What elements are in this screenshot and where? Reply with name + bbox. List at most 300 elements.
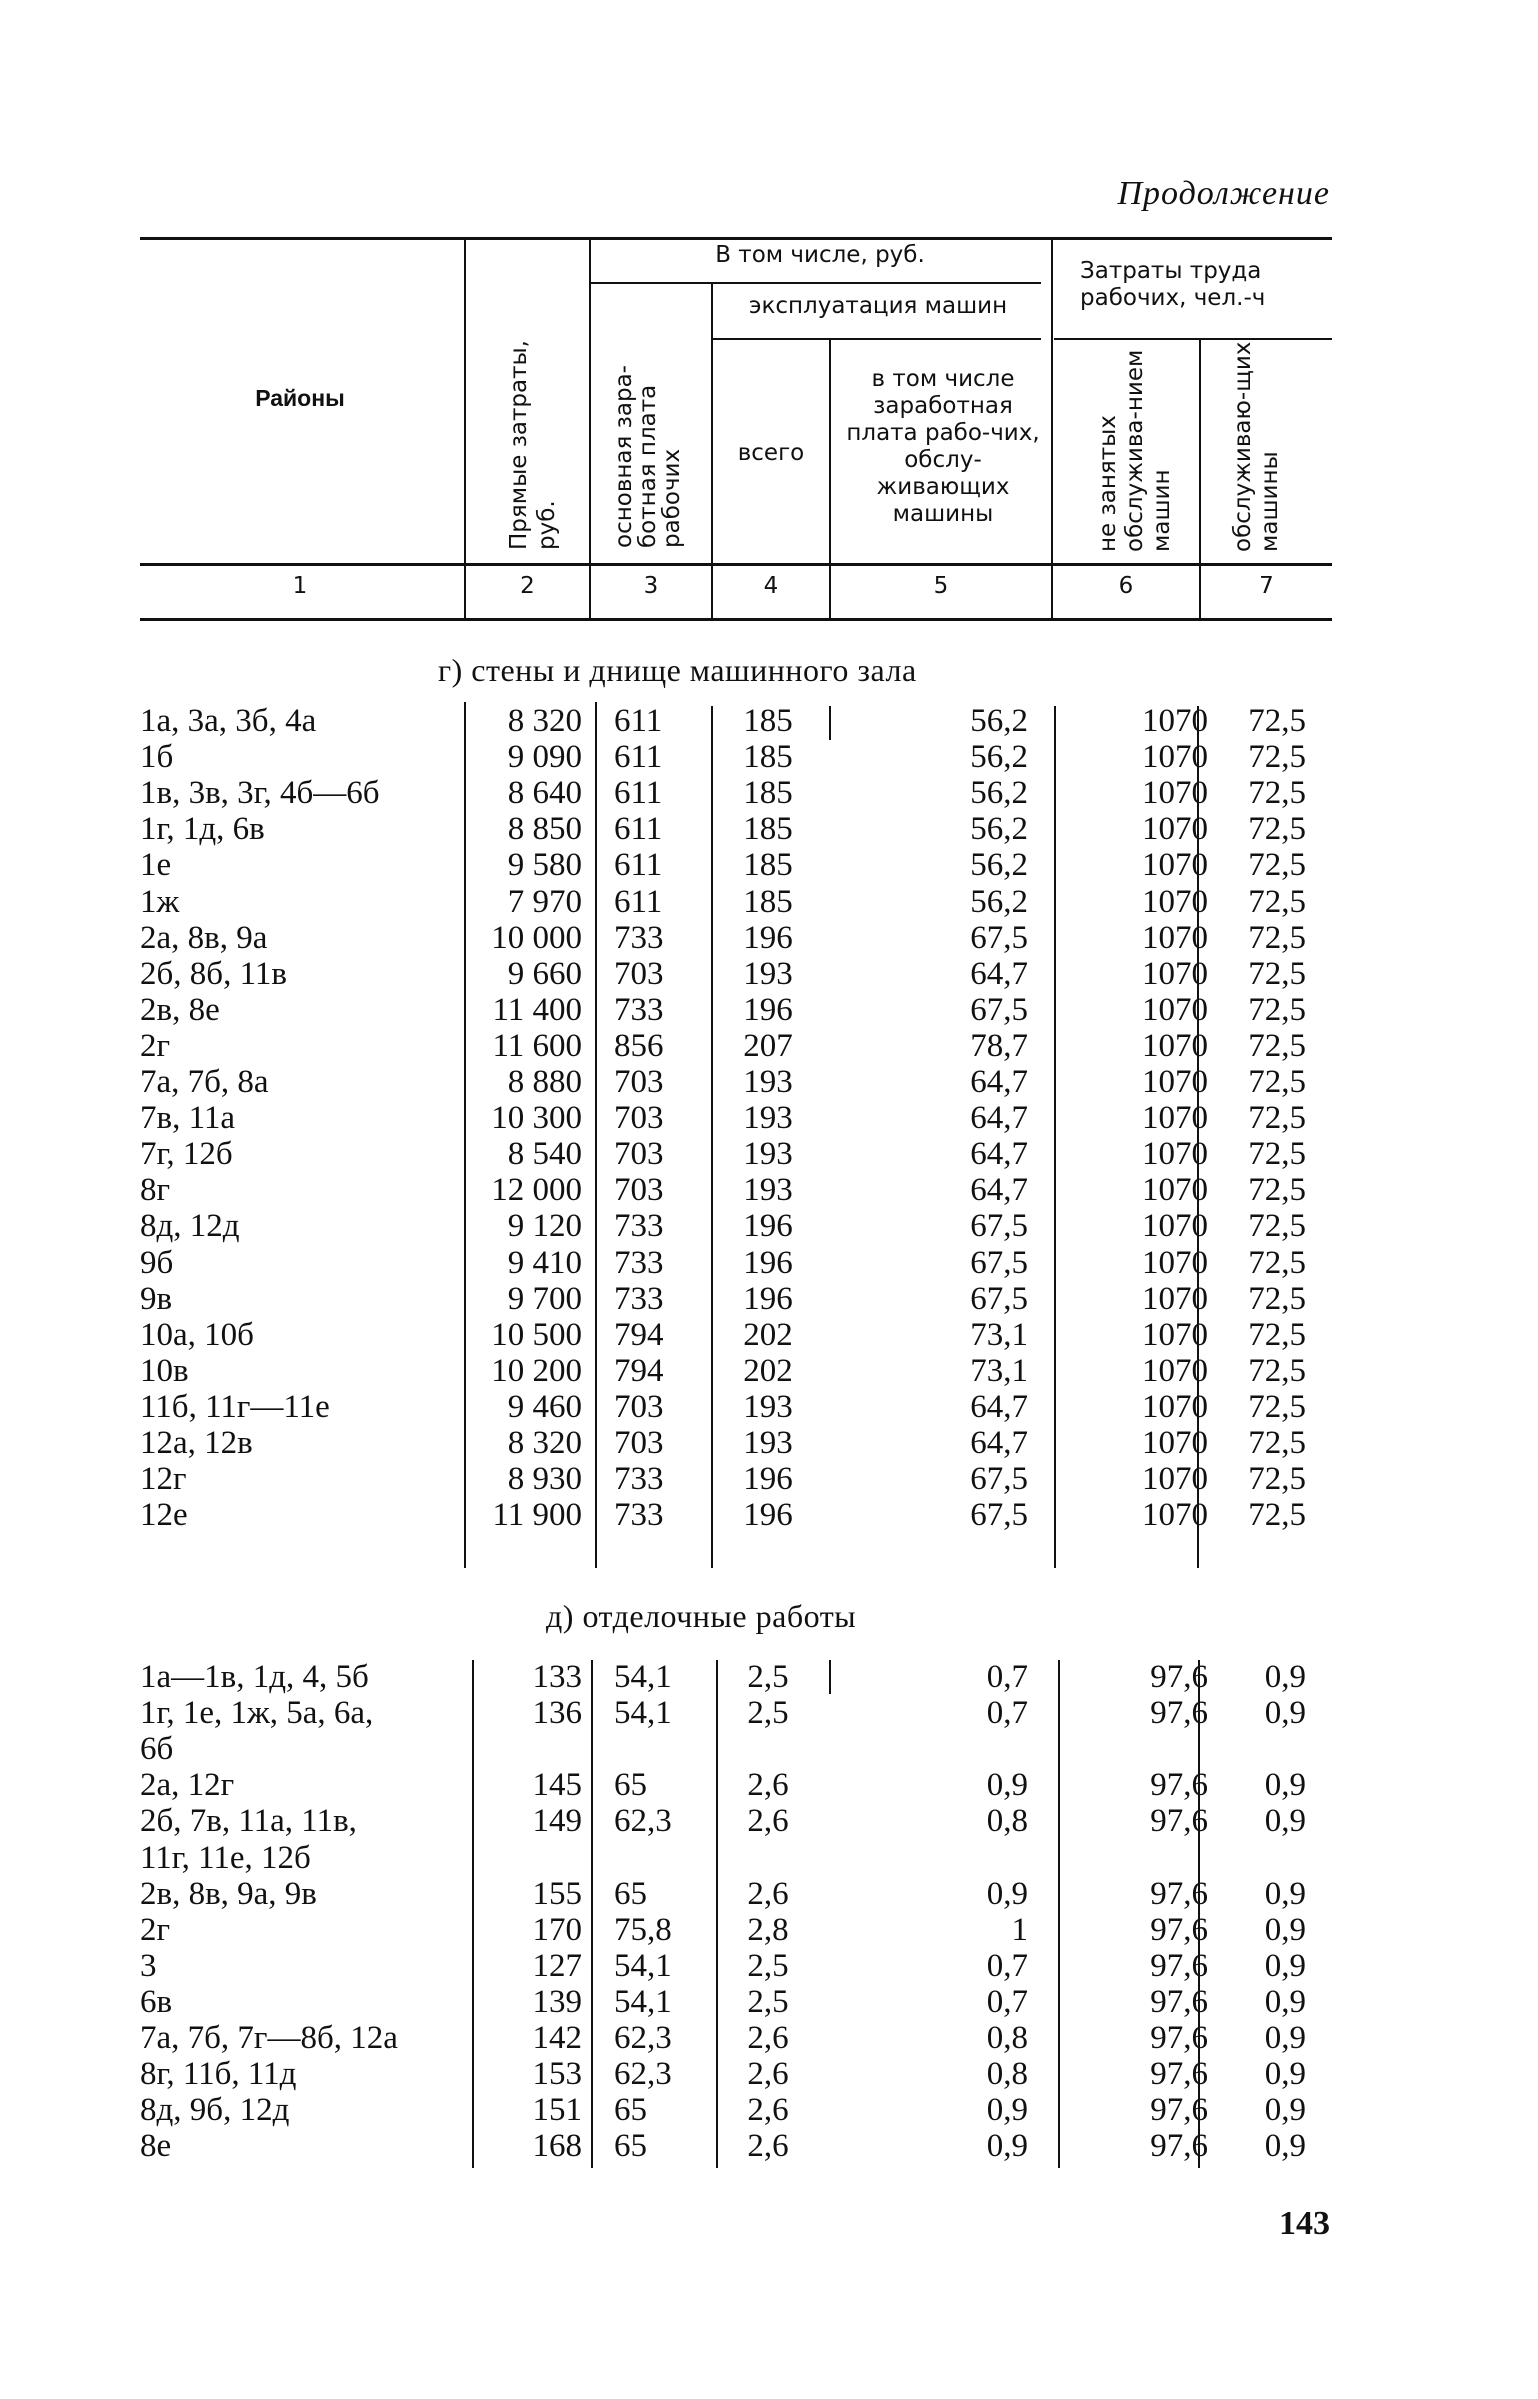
base-wage-cell: 611: [614, 739, 663, 776]
labor-not-machine-cell: 1070: [1142, 775, 1208, 812]
base-wage-cell: 54,1: [614, 1695, 672, 1732]
header-bottom-rule: [140, 563, 1332, 566]
section-g-table-row: [0, 1389, 1538, 1425]
section-d-table-row: [0, 1876, 1538, 1912]
labor-machine-cell: 0,9: [1264, 1983, 1306, 2020]
header-divider-3: [711, 284, 713, 618]
labor-machine-cell: 0,9: [1264, 2128, 1306, 2165]
base-wage-cell: 703: [614, 1136, 664, 1173]
base-wage-cell: 794: [614, 1316, 664, 1353]
region-cell: 11г, 11е, 12б: [140, 1839, 311, 1876]
machine-total-cell: 193: [743, 1064, 793, 1100]
labor-machine-cell: 72,5: [1248, 739, 1306, 776]
machine-total-cell: 185: [743, 847, 793, 884]
section-d-table-row: [0, 1984, 1538, 2020]
labor-not-machine-cell: 97,6: [1150, 2128, 1208, 2165]
labor-machine-cell: 72,5: [1248, 1388, 1306, 1425]
machine-wage-cell: 67,5: [970, 1208, 1028, 1245]
base-wage-cell: 75,8: [614, 1911, 672, 1948]
base-wage-cell: 65: [614, 1875, 647, 1912]
labor-not-machine-cell: 1070: [1142, 883, 1208, 920]
machine-wage-cell: 67,5: [970, 919, 1028, 956]
base-wage-cell: 733: [614, 991, 664, 1028]
base-wage-cell: 703: [614, 1064, 664, 1100]
base-wage-cell: 62,3: [614, 2020, 672, 2056]
base-wage-cell: 703: [614, 1388, 664, 1425]
header-regions: Районы: [255, 385, 345, 411]
labor-not-machine-cell: 1070: [1142, 703, 1208, 739]
direct-costs-cell: 8 320: [507, 1425, 582, 1461]
column-number-1: 1: [292, 573, 308, 599]
labor-not-machine-cell: 97,6: [1150, 1767, 1208, 1804]
machine-total-cell: 196: [743, 1461, 793, 1498]
region-cell: 10в: [140, 1352, 189, 1389]
region-cell: 2в, 8е: [140, 991, 220, 1028]
machine-wage-cell: 56,2: [970, 883, 1028, 920]
labor-machine-cell: 72,5: [1248, 1208, 1306, 1245]
region-cell: 7а, 7б, 7г—8б, 12а: [140, 2020, 398, 2056]
base-wage-cell: 611: [614, 703, 663, 739]
region-cell: 1а—1в, 1д, 4, 5б: [140, 1659, 369, 1695]
direct-costs-cell: 151: [532, 2092, 582, 2129]
group-incl-rule: [589, 282, 1041, 284]
machine-total-cell: 193: [743, 1388, 793, 1425]
labor-machine-cell: 0,9: [1264, 1803, 1306, 1840]
labor-machine-cell: 0,9: [1264, 1947, 1306, 1984]
base-wage-cell: 733: [614, 1244, 664, 1281]
labor-not-machine-cell: 1070: [1142, 1497, 1208, 1534]
machine-wage-cell: 0,9: [986, 2128, 1028, 2165]
base-wage-cell: 611: [614, 883, 663, 920]
section-g-table-row: [0, 1172, 1538, 1208]
labor-machine-cell: 72,5: [1248, 1027, 1306, 1064]
section-g-table-row: [0, 920, 1538, 956]
machine-total-cell: 193: [743, 1172, 793, 1209]
section-g-table-row: [0, 1281, 1538, 1317]
machine-wage-cell: 67,5: [970, 1497, 1028, 1534]
region-cell: 12г: [140, 1461, 187, 1498]
machine-total-cell: 2,5: [747, 1947, 789, 1984]
group-machine-rule: [711, 338, 1041, 340]
base-wage-cell: 54,1: [614, 1659, 672, 1695]
machine-wage-cell: 56,2: [970, 703, 1028, 739]
direct-costs-cell: 8 850: [507, 811, 582, 848]
labor-machine-cell: 72,5: [1248, 883, 1306, 920]
labor-machine-cell: 0,9: [1264, 1875, 1306, 1912]
machine-wage-cell: 1: [1011, 1911, 1028, 1948]
labor-not-machine-cell: 1070: [1142, 1027, 1208, 1064]
labor-machine-cell: 72,5: [1248, 1352, 1306, 1389]
machine-wage-cell: 56,2: [970, 739, 1028, 776]
direct-costs-cell: 8 540: [507, 1136, 582, 1173]
base-wage-cell: 703: [614, 1100, 664, 1137]
region-cell: 8д, 9б, 12д: [140, 2092, 290, 2129]
machine-wage-cell: 0,8: [986, 2020, 1028, 2056]
region-cell: 3: [140, 1947, 157, 1984]
section-d-table-row: [0, 1659, 1538, 1695]
labor-not-machine-cell: 1070: [1142, 811, 1208, 848]
machine-total-cell: 2,6: [747, 1803, 789, 1840]
region-cell: 12а, 12в: [140, 1425, 253, 1461]
direct-costs-cell: 142: [532, 2020, 582, 2056]
machine-total-cell: 2,5: [747, 1983, 789, 2020]
section-g-table-row: [0, 1425, 1538, 1461]
machine-wage-cell: 0,7: [986, 1695, 1028, 1732]
labor-machine-cell: 72,5: [1248, 1172, 1306, 1209]
direct-costs-cell: 8 880: [507, 1064, 582, 1100]
machine-total-cell: 185: [743, 739, 793, 776]
region-cell: 1г, 1д, 6в: [140, 811, 265, 848]
labor-not-machine-cell: 1070: [1142, 1136, 1208, 1173]
region-cell: 2б, 8б, 11в: [140, 955, 287, 992]
machine-total-cell: 193: [743, 1425, 793, 1461]
direct-costs-cell: 10 300: [491, 1100, 582, 1137]
machine-total-cell: 193: [743, 1136, 793, 1173]
section-g-table-row: [0, 1497, 1538, 1533]
base-wage-cell: 733: [614, 919, 664, 956]
machine-total-cell: 196: [743, 919, 793, 956]
labor-machine-cell: 72,5: [1248, 1316, 1306, 1353]
base-wage-cell: 65: [614, 1767, 647, 1804]
labor-not-machine-cell: 1070: [1142, 1280, 1208, 1317]
section-g-table-row: [0, 1028, 1538, 1064]
region-cell: 9в: [140, 1280, 173, 1317]
labor-machine-cell: 72,5: [1248, 1425, 1306, 1461]
direct-costs-cell: 170: [532, 1911, 582, 1948]
base-wage-cell: 794: [614, 1352, 664, 1389]
region-cell: 8г, 11б, 11д: [140, 2056, 297, 2093]
machine-wage-cell: 0,8: [986, 1803, 1028, 1840]
section-d-table-row: [0, 2092, 1538, 2128]
direct-costs-cell: 153: [532, 2056, 582, 2093]
header-divider-5: [1051, 237, 1053, 618]
base-wage-cell: 611: [614, 775, 663, 812]
section-g-table-row: [0, 1100, 1538, 1136]
section-d-table-row: [0, 1731, 1538, 1767]
labor-machine-cell: 0,9: [1264, 1695, 1306, 1732]
header-divider-2: [589, 237, 591, 618]
direct-costs-cell: 9 700: [507, 1280, 582, 1317]
section-d-title: д) отделочные работы: [546, 1598, 857, 1634]
region-cell: 7г, 12б: [140, 1136, 233, 1173]
section-g-table-row: [0, 1317, 1538, 1353]
header-machine-wage: в том числе заработная плата рабо-чих, обслу-живающих машины: [846, 366, 1040, 527]
labor-not-machine-cell: 97,6: [1150, 1875, 1208, 1912]
labor-not-machine-cell: 1070: [1142, 1388, 1208, 1425]
machine-total-cell: 196: [743, 1244, 793, 1281]
machine-total-cell: 193: [743, 1100, 793, 1137]
labor-machine-cell: 0,9: [1264, 1767, 1306, 1804]
labor-not-machine-cell: 97,6: [1150, 1659, 1208, 1695]
labor-not-machine-cell: 97,6: [1150, 1695, 1208, 1732]
machine-total-cell: 202: [743, 1352, 793, 1389]
direct-costs-cell: 10 000: [491, 919, 582, 956]
machine-wage-cell: 64,7: [970, 955, 1028, 992]
labor-machine-cell: 72,5: [1248, 775, 1306, 812]
labor-not-machine-cell: 1070: [1142, 1244, 1208, 1281]
direct-costs-cell: 155: [532, 1875, 582, 1912]
direct-costs-cell: 9 120: [507, 1208, 582, 1245]
labor-not-machine-cell: 1070: [1142, 1100, 1208, 1137]
base-wage-cell: 733: [614, 1208, 664, 1245]
table-top-rule: [140, 237, 1332, 240]
region-cell: 7в, 11а: [140, 1100, 236, 1137]
column-number-5: 5: [933, 573, 949, 599]
section-d-table-row: [0, 1767, 1538, 1803]
machine-total-cell: 2,5: [747, 1695, 789, 1732]
machine-total-cell: 2,6: [747, 2092, 789, 2129]
section-g-table-row: [0, 1461, 1538, 1497]
direct-costs-cell: 9 580: [507, 847, 582, 884]
section-d-table-row: [0, 1695, 1538, 1731]
machine-wage-cell: 56,2: [970, 775, 1028, 812]
labor-not-machine-cell: 1070: [1142, 1352, 1208, 1389]
region-cell: 2а, 8в, 9а: [140, 919, 268, 956]
continuation-label: Продолжение: [1117, 175, 1330, 212]
labor-not-machine-cell: 1070: [1142, 1208, 1208, 1245]
labor-not-machine-cell: 97,6: [1150, 2020, 1208, 2056]
region-cell: 2б, 7в, 11а, 11в,: [140, 1803, 357, 1840]
labor-not-machine-cell: 1070: [1142, 739, 1208, 776]
region-cell: 2а, 12г: [140, 1767, 235, 1804]
region-cell: 1ж: [140, 883, 180, 920]
direct-costs-cell: 10 500: [491, 1316, 582, 1353]
labor-not-machine-cell: 1070: [1142, 1461, 1208, 1498]
labor-machine-cell: 0,9: [1264, 2092, 1306, 2129]
section-g-table-row: [0, 1353, 1538, 1389]
machine-wage-cell: 0,7: [986, 1947, 1028, 1984]
machine-wage-cell: 64,7: [970, 1100, 1028, 1137]
section-g-table-row: [0, 992, 1538, 1028]
labor-machine-cell: 72,5: [1248, 991, 1306, 1028]
direct-costs-cell: 9 090: [507, 739, 582, 776]
header-direct-costs: Прямые затраты, руб.: [506, 340, 560, 550]
base-wage-cell: 733: [614, 1497, 664, 1534]
base-wage-cell: 703: [614, 1425, 664, 1461]
direct-costs-cell: 9 410: [507, 1244, 582, 1281]
section-d-table-row: [0, 1803, 1538, 1839]
machine-total-cell: 2,6: [747, 2020, 789, 2056]
labor-not-machine-cell: 1070: [1142, 1316, 1208, 1353]
direct-costs-cell: 145: [532, 1767, 582, 1804]
header-machine-servicing: обслуживаю-щих машины: [1230, 341, 1283, 552]
labor-machine-cell: 72,5: [1248, 1244, 1306, 1281]
direct-costs-cell: 9 660: [507, 955, 582, 992]
base-wage-cell: 65: [614, 2128, 647, 2165]
header-base-wage: основная зара-ботная плата рабочих: [611, 365, 685, 548]
machine-wage-cell: 64,7: [970, 1136, 1028, 1173]
labor-not-machine-cell: 97,6: [1150, 2056, 1208, 2093]
labor-machine-cell: 72,5: [1248, 1064, 1306, 1100]
machine-wage-cell: 64,7: [970, 1388, 1028, 1425]
section-g-table-row: [0, 884, 1538, 920]
region-cell: 1е: [140, 847, 172, 884]
machine-wage-cell: 0,7: [986, 1659, 1028, 1695]
machine-total-cell: 185: [743, 775, 793, 812]
section-g-title: г) стены и днище машинного зала: [438, 652, 917, 688]
base-wage-cell: 703: [614, 1172, 664, 1209]
direct-costs-cell: 7 970: [507, 883, 582, 920]
machine-total-cell: 207: [743, 1027, 793, 1064]
region-cell: 7а, 7б, 8а: [140, 1064, 269, 1100]
labor-not-machine-cell: 97,6: [1150, 1983, 1208, 2020]
labor-machine-cell: 72,5: [1248, 919, 1306, 956]
base-wage-cell: 611: [614, 811, 663, 848]
labor-not-machine-cell: 1070: [1142, 847, 1208, 884]
machine-total-cell: 193: [743, 955, 793, 992]
section-d-table-row: [0, 2056, 1538, 2092]
section-g-table-row: [0, 1136, 1538, 1172]
base-wage-cell: 62,3: [614, 2056, 672, 2093]
section-g-table-row: [0, 703, 1538, 739]
machine-total-cell: 196: [743, 1497, 793, 1534]
base-wage-cell: 703: [614, 955, 664, 992]
machine-total-cell: 2,8: [747, 1911, 789, 1948]
direct-costs-cell: 11 600: [492, 1027, 582, 1064]
machine-wage-cell: 0,9: [986, 1875, 1028, 1912]
section-g-table-row: [0, 739, 1538, 775]
machine-wage-cell: 67,5: [970, 1461, 1028, 1498]
direct-costs-cell: 8 930: [507, 1461, 582, 1498]
direct-costs-cell: 10 200: [491, 1352, 582, 1389]
direct-costs-cell: 127: [532, 1947, 582, 1984]
direct-costs-cell: 149: [532, 1803, 582, 1840]
labor-not-machine-cell: 1070: [1142, 1172, 1208, 1209]
region-cell: 1г, 1е, 1ж, 5а, 6а,: [140, 1695, 374, 1732]
region-cell: 6в: [140, 1983, 173, 2020]
column-number-7: 7: [1259, 573, 1274, 599]
labor-machine-cell: 72,5: [1248, 955, 1306, 992]
header-machine-total: всего: [737, 440, 805, 466]
labor-not-machine-cell: 1070: [1142, 919, 1208, 956]
machine-total-cell: 196: [743, 1208, 793, 1245]
labor-machine-cell: 72,5: [1248, 1100, 1306, 1137]
section-d-table-row: [0, 2020, 1538, 2056]
base-wage-cell: 611: [614, 847, 663, 884]
labor-machine-cell: 0,9: [1264, 2020, 1306, 2056]
labor-not-machine-cell: 97,6: [1150, 1911, 1208, 1948]
machine-wage-cell: 0,7: [986, 1983, 1028, 2020]
direct-costs-cell: 8 320: [507, 703, 582, 739]
region-cell: 9б: [140, 1244, 174, 1281]
labor-not-machine-cell: 1070: [1142, 1064, 1208, 1100]
section-g-table-row: [0, 1064, 1538, 1100]
machine-wage-cell: 0,9: [986, 2092, 1028, 2129]
region-cell: 2в, 8в, 9а, 9в: [140, 1875, 317, 1912]
machine-wage-cell: 56,2: [970, 811, 1028, 848]
machine-wage-cell: 67,5: [970, 991, 1028, 1028]
labor-machine-cell: 72,5: [1248, 811, 1306, 848]
base-wage-cell: 733: [614, 1280, 664, 1317]
section-g-table-row: [0, 956, 1538, 992]
machine-total-cell: 185: [743, 883, 793, 920]
section-d-table-row: [0, 1840, 1538, 1876]
region-cell: 10а, 10б: [140, 1316, 254, 1353]
column-number-4: 4: [763, 573, 779, 599]
column-number-6: 6: [1118, 573, 1134, 599]
machine-total-cell: 2,6: [747, 1767, 789, 1804]
machine-total-cell: 2,6: [747, 2128, 789, 2165]
labor-machine-cell: 0,9: [1264, 1659, 1306, 1695]
machine-total-cell: 2,6: [747, 2056, 789, 2093]
direct-costs-cell: 136: [532, 1695, 582, 1732]
direct-costs-cell: 168: [532, 2128, 582, 2165]
machine-wage-cell: 64,7: [970, 1425, 1028, 1461]
column-number-3: 3: [643, 573, 659, 599]
labor-not-machine-cell: 97,6: [1150, 1947, 1208, 1984]
machine-wage-cell: 0,8: [986, 2056, 1028, 2093]
machine-wage-cell: 67,5: [970, 1280, 1028, 1317]
labor-machine-cell: 72,5: [1248, 703, 1306, 739]
direct-costs-cell: 139: [532, 1983, 582, 2020]
header-not-machine: не занятых обслужива-нием машин: [1095, 349, 1175, 552]
machine-wage-cell: 67,5: [970, 1244, 1028, 1281]
region-cell: 12е: [140, 1497, 188, 1534]
region-cell: 8д, 12д: [140, 1208, 240, 1245]
header-group-incl: В том числе, руб.: [715, 242, 925, 268]
column-number-2: 2: [520, 573, 535, 599]
labor-machine-cell: 72,5: [1248, 1461, 1306, 1498]
direct-costs-cell: 9 460: [507, 1388, 582, 1425]
direct-costs-cell: 11 900: [492, 1497, 582, 1534]
labor-not-machine-cell: 1070: [1142, 1425, 1208, 1461]
column-numbers-bottom-rule: [140, 618, 1332, 621]
labor-machine-cell: 72,5: [1248, 1136, 1306, 1173]
section-g-table-row: [0, 811, 1538, 847]
labor-machine-cell: 72,5: [1248, 1497, 1306, 1534]
region-cell: 1б: [140, 739, 174, 776]
region-cell: 2г: [140, 1911, 171, 1948]
base-wage-cell: 54,1: [614, 1947, 672, 1984]
machine-wage-cell: 78,7: [970, 1027, 1028, 1064]
page-number: 143: [1279, 2205, 1330, 2242]
machine-total-cell: 196: [743, 1280, 793, 1317]
base-wage-cell: 65: [614, 2092, 647, 2129]
machine-wage-cell: 56,2: [970, 847, 1028, 884]
region-cell: 6б: [140, 1731, 174, 1768]
direct-costs-cell: 12 000: [491, 1172, 582, 1209]
region-cell: 1а, 3а, 3б, 4а: [140, 703, 317, 739]
base-wage-cell: 62,3: [614, 1803, 672, 1840]
direct-costs-cell: 133: [532, 1659, 582, 1695]
machine-total-cell: 185: [743, 703, 793, 739]
section-d-table-row: [0, 2128, 1538, 2164]
machine-total-cell: 202: [743, 1316, 793, 1353]
header-labor: Затраты труда рабочих, чел.-ч: [1080, 258, 1266, 311]
region-cell: 1в, 3в, 3г, 4б—6б: [140, 775, 380, 812]
machine-total-cell: 2,6: [747, 1875, 789, 1912]
direct-costs-cell: 11 400: [492, 991, 582, 1028]
labor-not-machine-cell: 1070: [1142, 991, 1208, 1028]
header-machine-ops: эксплуатация машин: [748, 293, 1008, 319]
base-wage-cell: 54,1: [614, 1983, 672, 2020]
section-g-table-row: [0, 775, 1538, 811]
labor-machine-cell: 0,9: [1264, 1911, 1306, 1948]
labor-machine-cell: 0,9: [1264, 2056, 1306, 2093]
section-g-table-row: [0, 1245, 1538, 1281]
region-cell: 2г: [140, 1027, 171, 1064]
base-wage-cell: 856: [614, 1027, 664, 1064]
region-cell: 8г: [140, 1172, 171, 1209]
region-cell: 11б, 11г—11е: [140, 1388, 330, 1425]
machine-wage-cell: 64,7: [970, 1172, 1028, 1209]
labor-not-machine-cell: 97,6: [1150, 2092, 1208, 2129]
machine-wage-cell: 0,9: [986, 1767, 1028, 1804]
base-wage-cell: 733: [614, 1461, 664, 1498]
machine-wage-cell: 73,1: [970, 1316, 1028, 1353]
machine-wage-cell: 73,1: [970, 1352, 1028, 1389]
direct-costs-cell: 8 640: [507, 775, 582, 812]
